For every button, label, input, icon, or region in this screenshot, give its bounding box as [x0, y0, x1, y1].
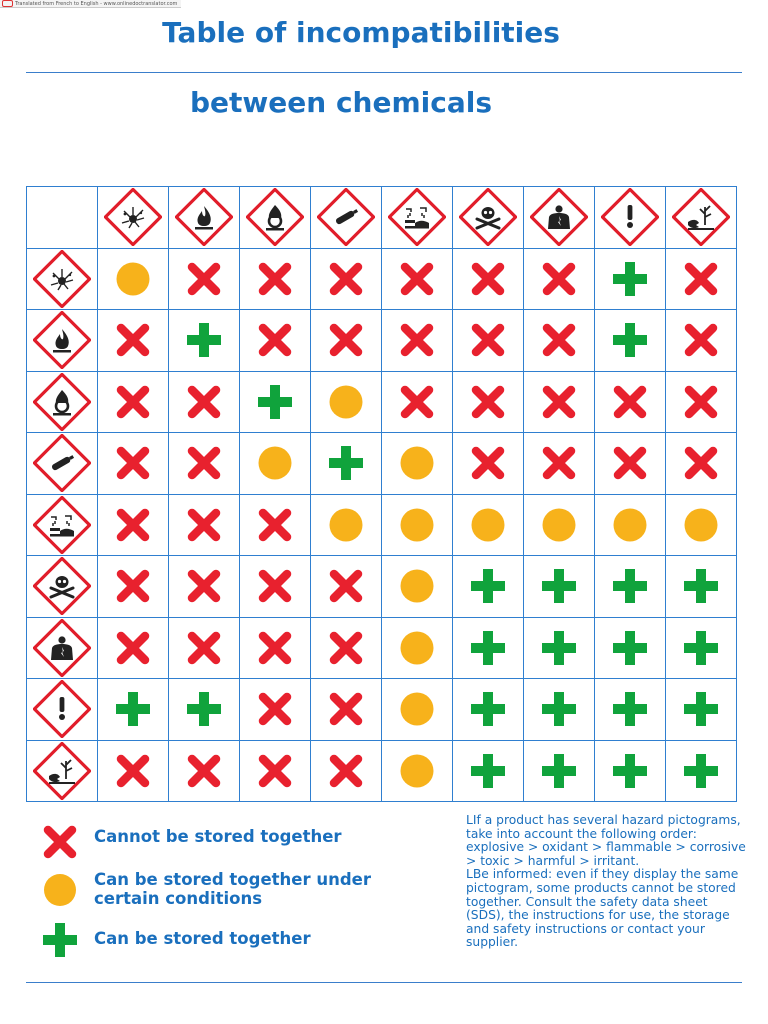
plus-icon: [595, 753, 665, 789]
health-hazard-pictogram-icon: [27, 619, 97, 677]
oxidizing-pictogram-icon: [240, 188, 310, 246]
compat-cell-environment-oxidizing: [240, 740, 311, 802]
compat-cell-irritant-flammable: [169, 679, 240, 741]
plus-icon: [524, 630, 594, 666]
compat-cell-gas-cylinder-environment: [666, 433, 737, 495]
compat-cell-environment-toxic: [453, 740, 524, 802]
toxic-pictogram-icon: [453, 188, 523, 246]
plus-icon: [524, 691, 594, 727]
cross-icon: [382, 384, 452, 420]
table-row: [27, 740, 737, 802]
translation-banner-text: Translated from French to English - www.onlinedoctranslator.com: [15, 0, 178, 7]
environment-pictogram-icon: [666, 188, 736, 246]
compat-cell-toxic-irritant: [595, 556, 666, 618]
compat-cell-flammable-gas-cylinder: [311, 310, 382, 372]
compat-cell-flammable-health-hazard: [524, 310, 595, 372]
cross-icon: [240, 630, 310, 666]
circle-icon: [382, 753, 452, 789]
corrosive-pictogram-icon: [382, 188, 452, 246]
column-header-oxidizing: [240, 187, 311, 249]
plus-icon: [595, 322, 665, 358]
plus-icon: [666, 630, 736, 666]
compat-cell-explosive-environment: [666, 248, 737, 310]
oxidizing-pictogram-icon: [27, 373, 97, 431]
compat-cell-oxidizing-health-hazard: [524, 371, 595, 433]
corrosive-pictogram-icon: [27, 496, 97, 554]
column-header-toxic: [453, 187, 524, 249]
circle-icon: [382, 445, 452, 481]
row-header-irritant: [27, 679, 98, 741]
circle-icon: [382, 630, 452, 666]
row-header-health-hazard: [27, 617, 98, 679]
circle-icon: [98, 261, 168, 297]
cross-icon: [240, 568, 310, 604]
page-title-line-2: between chemicals: [190, 86, 492, 119]
environment-pictogram-icon: [27, 742, 97, 800]
compat-cell-irritant-corrosive: [382, 679, 453, 741]
plus-icon: [311, 445, 381, 481]
compat-cell-irritant-oxidizing: [240, 679, 311, 741]
compat-cell-irritant-gas-cylinder: [311, 679, 382, 741]
circle-icon: [453, 507, 523, 543]
compat-cell-toxic-environment: [666, 556, 737, 618]
cross-icon: [524, 384, 594, 420]
compat-cell-oxidizing-irritant: [595, 371, 666, 433]
compat-cell-corrosive-toxic: [453, 494, 524, 556]
cross-icon: [524, 322, 594, 358]
cross-icon: [98, 384, 168, 420]
column-header-health-hazard: [524, 187, 595, 249]
compat-cell-toxic-corrosive: [382, 556, 453, 618]
cross-icon: [98, 445, 168, 481]
cross-icon: [169, 630, 239, 666]
compat-cell-health-hazard-explosive: [98, 617, 169, 679]
compat-cell-health-hazard-environment: [666, 617, 737, 679]
compat-cell-explosive-explosive: [98, 248, 169, 310]
compat-cell-corrosive-corrosive: [382, 494, 453, 556]
cross-icon: [240, 753, 310, 789]
cross-icon: [98, 630, 168, 666]
compat-cell-environment-explosive: [98, 740, 169, 802]
compat-cell-flammable-irritant: [595, 310, 666, 372]
compat-cell-gas-cylinder-explosive: [98, 433, 169, 495]
plus-icon: [666, 568, 736, 604]
plus-icon: [595, 261, 665, 297]
plus-icon: [98, 691, 168, 727]
plus-icon: [595, 568, 665, 604]
cross-icon: [311, 568, 381, 604]
compat-cell-gas-cylinder-oxidizing: [240, 433, 311, 495]
cross-icon: [595, 445, 665, 481]
compat-cell-environment-environment: [666, 740, 737, 802]
compat-cell-explosive-corrosive: [382, 248, 453, 310]
title-divider: [26, 72, 742, 73]
cross-icon: [169, 261, 239, 297]
compat-cell-oxidizing-corrosive: [382, 371, 453, 433]
header-row: [27, 187, 737, 249]
row-header-gas-cylinder: [27, 433, 98, 495]
compat-cell-environment-flammable: [169, 740, 240, 802]
cross-icon: [666, 384, 736, 420]
compat-cell-toxic-gas-cylinder: [311, 556, 382, 618]
plus-icon: [666, 753, 736, 789]
footer-divider: [26, 982, 742, 983]
plus-icon: [169, 691, 239, 727]
table-row: [27, 556, 737, 618]
legend-label-cross: Cannot be stored together: [94, 827, 342, 846]
compat-cell-oxidizing-oxidizing: [240, 371, 311, 433]
note-consult-sds: LBe informed: even if they display the same pictogram, some products cannot be stored together. Consult the safety data sheet (SDS), the instructions for use, the storage and safety instructions or contact your supplier.: [466, 867, 739, 950]
table-row: [27, 371, 737, 433]
cross-icon: [311, 322, 381, 358]
compat-cell-explosive-toxic: [453, 248, 524, 310]
compat-cell-environment-gas-cylinder: [311, 740, 382, 802]
column-header-gas-cylinder: [311, 187, 382, 249]
compat-cell-oxidizing-toxic: [453, 371, 524, 433]
cross-icon: [98, 322, 168, 358]
irritant-pictogram-icon: [27, 680, 97, 738]
compat-cell-irritant-environment: [666, 679, 737, 741]
compat-cell-corrosive-explosive: [98, 494, 169, 556]
cross-icon: [240, 322, 310, 358]
translation-banner: [0, 0, 181, 8]
cross-icon: [169, 753, 239, 789]
cross-icon: [453, 445, 523, 481]
column-header-explosive: [98, 187, 169, 249]
compat-cell-corrosive-health-hazard: [524, 494, 595, 556]
legend-label-circle-line1: Can be stored together under: [94, 870, 371, 889]
compat-cell-oxidizing-flammable: [169, 371, 240, 433]
compat-cell-flammable-toxic: [453, 310, 524, 372]
compat-cell-flammable-explosive: [98, 310, 169, 372]
explosive-pictogram-icon: [27, 250, 97, 308]
plus-icon: [42, 922, 78, 958]
compat-cell-gas-cylinder-flammable: [169, 433, 240, 495]
plus-icon: [666, 691, 736, 727]
cross-icon: [169, 507, 239, 543]
compat-cell-toxic-health-hazard: [524, 556, 595, 618]
column-header-environment: [666, 187, 737, 249]
circle-icon: [240, 445, 310, 481]
cross-icon: [311, 691, 381, 727]
table-row: [27, 679, 737, 741]
plus-icon: [453, 691, 523, 727]
circle-icon: [382, 507, 452, 543]
compat-cell-irritant-toxic: [453, 679, 524, 741]
row-header-explosive: [27, 248, 98, 310]
corner-cell: [27, 187, 98, 249]
legend-label-circle-line2: certain conditions: [94, 889, 263, 908]
plus-icon: [169, 322, 239, 358]
compat-cell-health-hazard-irritant: [595, 617, 666, 679]
storage-notes: [466, 814, 746, 950]
plus-icon: [240, 384, 310, 420]
compat-cell-environment-corrosive: [382, 740, 453, 802]
cross-icon: [666, 445, 736, 481]
legend-label-plus: Can be stored together: [94, 929, 311, 948]
compat-cell-gas-cylinder-health-hazard: [524, 433, 595, 495]
compat-cell-explosive-flammable: [169, 248, 240, 310]
cross-icon: [311, 261, 381, 297]
cross-icon: [666, 261, 736, 297]
compat-cell-toxic-explosive: [98, 556, 169, 618]
compat-cell-corrosive-irritant: [595, 494, 666, 556]
compat-cell-explosive-oxidizing: [240, 248, 311, 310]
table-row: [27, 494, 737, 556]
table-row: [27, 617, 737, 679]
cross-icon: [169, 384, 239, 420]
toxic-pictogram-icon: [27, 557, 97, 615]
cross-icon: [169, 568, 239, 604]
column-header-corrosive: [382, 187, 453, 249]
flammable-pictogram-icon: [27, 311, 97, 369]
compat-cell-oxidizing-gas-cylinder: [311, 371, 382, 433]
cross-icon: [382, 261, 452, 297]
cross-icon: [453, 384, 523, 420]
compat-cell-corrosive-flammable: [169, 494, 240, 556]
plus-icon: [524, 568, 594, 604]
compat-cell-health-hazard-corrosive: [382, 617, 453, 679]
page-title-line-1: Table of incompatibilities: [162, 16, 560, 49]
compat-cell-oxidizing-explosive: [98, 371, 169, 433]
circle-icon: [382, 568, 452, 604]
compat-cell-explosive-health-hazard: [524, 248, 595, 310]
column-header-irritant: [595, 187, 666, 249]
compat-cell-gas-cylinder-irritant: [595, 433, 666, 495]
row-header-oxidizing: [27, 371, 98, 433]
row-header-toxic: [27, 556, 98, 618]
cross-icon: [240, 507, 310, 543]
cross-icon: [666, 322, 736, 358]
cross-icon: [98, 507, 168, 543]
compat-cell-oxidizing-environment: [666, 371, 737, 433]
cross-icon: [595, 384, 665, 420]
row-header-environment: [27, 740, 98, 802]
cross-icon: [169, 445, 239, 481]
cross-icon: [240, 261, 310, 297]
cross-icon: [311, 753, 381, 789]
compat-cell-gas-cylinder-toxic: [453, 433, 524, 495]
explosive-pictogram-icon: [98, 188, 168, 246]
plus-icon: [595, 691, 665, 727]
compat-cell-health-hazard-flammable: [169, 617, 240, 679]
plus-icon: [453, 753, 523, 789]
cross-icon: [453, 322, 523, 358]
compat-cell-health-hazard-gas-cylinder: [311, 617, 382, 679]
circle-icon: [311, 507, 381, 543]
compat-cell-flammable-oxidizing: [240, 310, 311, 372]
plus-icon: [524, 753, 594, 789]
compat-cell-toxic-toxic: [453, 556, 524, 618]
plus-icon: [453, 630, 523, 666]
compat-cell-health-hazard-oxidizing: [240, 617, 311, 679]
compat-cell-flammable-environment: [666, 310, 737, 372]
note-priority-order: LIf a product has several hazard pictograms, take into account the following order: explosive > oxidant > flammable > corrosive > toxic > harmful > irritant.: [466, 813, 746, 868]
incompatibility-table: [26, 186, 737, 802]
compat-cell-health-hazard-health-hazard: [524, 617, 595, 679]
column-header-flammable: [169, 187, 240, 249]
table-row: [27, 248, 737, 310]
circle-icon: [595, 507, 665, 543]
compat-cell-environment-irritant: [595, 740, 666, 802]
compat-cell-irritant-explosive: [98, 679, 169, 741]
translator-logo-icon: [2, 0, 13, 7]
table-row: [27, 433, 737, 495]
circle-icon: [666, 507, 736, 543]
row-header-corrosive: [27, 494, 98, 556]
compat-cell-toxic-flammable: [169, 556, 240, 618]
cross-icon: [382, 322, 452, 358]
compat-cell-environment-health-hazard: [524, 740, 595, 802]
circle-icon: [42, 872, 78, 908]
plus-icon: [453, 568, 523, 604]
compat-cell-explosive-gas-cylinder: [311, 248, 382, 310]
health-hazard-pictogram-icon: [524, 188, 594, 246]
compat-cell-flammable-flammable: [169, 310, 240, 372]
compat-cell-explosive-irritant: [595, 248, 666, 310]
cross-icon: [524, 445, 594, 481]
cross-icon: [42, 824, 78, 860]
gas-cylinder-pictogram-icon: [311, 188, 381, 246]
circle-icon: [524, 507, 594, 543]
compat-cell-gas-cylinder-corrosive: [382, 433, 453, 495]
cross-icon: [311, 630, 381, 666]
table-row: [27, 310, 737, 372]
cross-icon: [98, 753, 168, 789]
compat-cell-health-hazard-toxic: [453, 617, 524, 679]
compat-cell-corrosive-environment: [666, 494, 737, 556]
circle-icon: [382, 691, 452, 727]
compat-cell-flammable-corrosive: [382, 310, 453, 372]
irritant-pictogram-icon: [595, 188, 665, 246]
compat-cell-corrosive-gas-cylinder: [311, 494, 382, 556]
compat-cell-irritant-irritant: [595, 679, 666, 741]
compat-cell-toxic-oxidizing: [240, 556, 311, 618]
row-header-flammable: [27, 310, 98, 372]
plus-icon: [595, 630, 665, 666]
cross-icon: [524, 261, 594, 297]
compat-cell-corrosive-oxidizing: [240, 494, 311, 556]
cross-icon: [98, 568, 168, 604]
compat-cell-gas-cylinder-gas-cylinder: [311, 433, 382, 495]
gas-cylinder-pictogram-icon: [27, 434, 97, 492]
circle-icon: [311, 384, 381, 420]
compat-cell-irritant-health-hazard: [524, 679, 595, 741]
cross-icon: [453, 261, 523, 297]
cross-icon: [240, 691, 310, 727]
flammable-pictogram-icon: [169, 188, 239, 246]
